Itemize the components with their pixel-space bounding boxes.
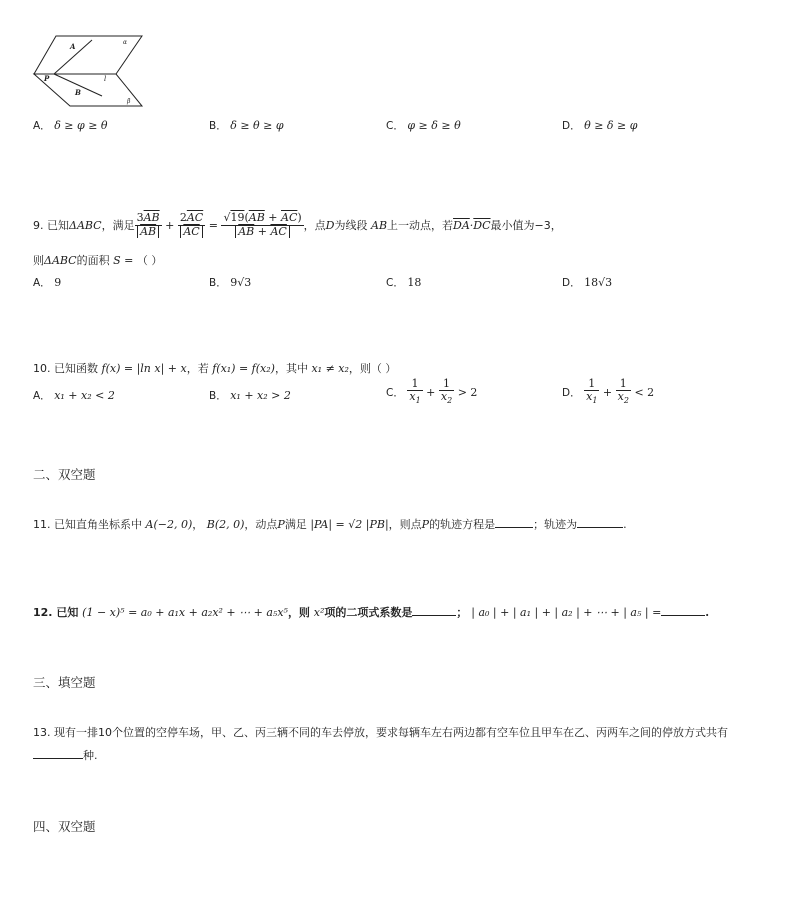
label-beta: β xyxy=(127,98,131,105)
fraction-sqrt19: $\frac{√19(\overline{AB} + \overline{AC})}{\overline{AB} + \overline{AC}}$ xyxy=(223,211,302,238)
label-P: P xyxy=(44,74,50,83)
q11-blank-2[interactable] xyxy=(577,517,623,528)
q13-stem-line2: 种. xyxy=(33,747,98,763)
label-A: A xyxy=(70,42,76,51)
q9-option-b[interactable]: B． 9√3 xyxy=(209,276,252,289)
q8-option-a[interactable]: A． δ ≥ φ ≥ θ xyxy=(33,119,108,132)
q10-option-a[interactable]: A． x₁ + x₂ < 2 xyxy=(33,389,115,402)
q12-blank-2[interactable] xyxy=(661,605,705,616)
q10-option-c[interactable]: C． $\frac{1}{x_1}$ + $\frac{1}{x_2}$ > 2 xyxy=(386,377,478,406)
section-heading-4: 四、双空题 xyxy=(33,819,96,834)
q12-stem: 12. 已知 (1 − x)⁵ = a₀ + a₁x + a₂x² + ⋯ + a₅x⁵，则 x²项的二项式系数是 ； | a₀ | + | a₁ | + | a₂ | + ⋯ + | a₅ | = . xyxy=(33,606,710,619)
label-alpha: α xyxy=(123,39,128,46)
fraction-2AC: $\frac{2\overline{AC}}{AC}$ xyxy=(179,211,204,238)
q9-stem: 9. 已知 ΔABC ，满足 $\frac{3\overline{AB}}{AB}$ + $\frac{2\overline{AC}}{AC}$ = $\frac{√19(\overline{AB} + \overline{AC})}{\overline{AB} + \overline{AC}}$ ，点 D 为线段 AB 上一动点，若 $\overline{DA}\cdot\overline{DC}$ 最小值为−3， xyxy=(33,211,562,238)
q10-option-b[interactable]: B． x₁ + x₂ > 2 xyxy=(209,389,291,402)
section-heading-3: 三、填空题 xyxy=(33,675,96,690)
q12-blank-1[interactable] xyxy=(412,605,456,616)
q9-option-d[interactable]: D． 18√3 xyxy=(562,276,613,289)
q9-option-a[interactable]: A． 9 xyxy=(33,276,62,289)
q13-stem-line1: 13. 现有一排10个位置的空停车场，甲、乙、丙三辆不同的车去停放，要求每辆车左右两边都有空车位且甲车在乙、丙两车之间的停放方式共有 xyxy=(33,726,728,739)
vector-dot-product: $\overline{DA}\cdot\overline{DC}$ xyxy=(453,218,491,232)
q8-option-d[interactable]: D． θ ≥ δ ≥ φ xyxy=(562,119,638,132)
label-B: B xyxy=(75,88,81,97)
q9-option-c[interactable]: C． 18 xyxy=(386,276,422,289)
q11-stem: 11. 已知直角坐标系中 A(−2, 0)， B(2, 0)，动点P满足 |PA| = √2 |PB|，则点P的轨迹方程是 ；轨迹为 . xyxy=(33,518,627,531)
section-heading-2: 二、双空题 xyxy=(33,467,96,482)
fraction-3AB: $\frac{3\overline{AB}}{AB}$ xyxy=(136,211,160,238)
label-l: l xyxy=(104,75,107,83)
q8-option-b[interactable]: B． δ ≥ θ ≥ φ xyxy=(209,119,284,132)
dihedral-angle-figure xyxy=(30,32,155,112)
q8-option-c[interactable]: C． φ ≥ δ ≥ θ xyxy=(386,119,461,132)
q9-stem-line2: 则ΔABC的面积 S = （ ） xyxy=(33,254,163,267)
q11-blank-1[interactable] xyxy=(495,517,533,528)
q13-blank[interactable] xyxy=(33,748,83,759)
q10-stem: 10. 已知函数 f(x) = |ln x| + x，若 f(x₁) = f(x₂)，其中 x₁ ≠ x₂，则（ ） xyxy=(33,362,397,375)
q10-option-d[interactable]: D． $\frac{1}{x_1}$ + $\frac{1}{x_2}$ < 2 xyxy=(562,377,655,406)
